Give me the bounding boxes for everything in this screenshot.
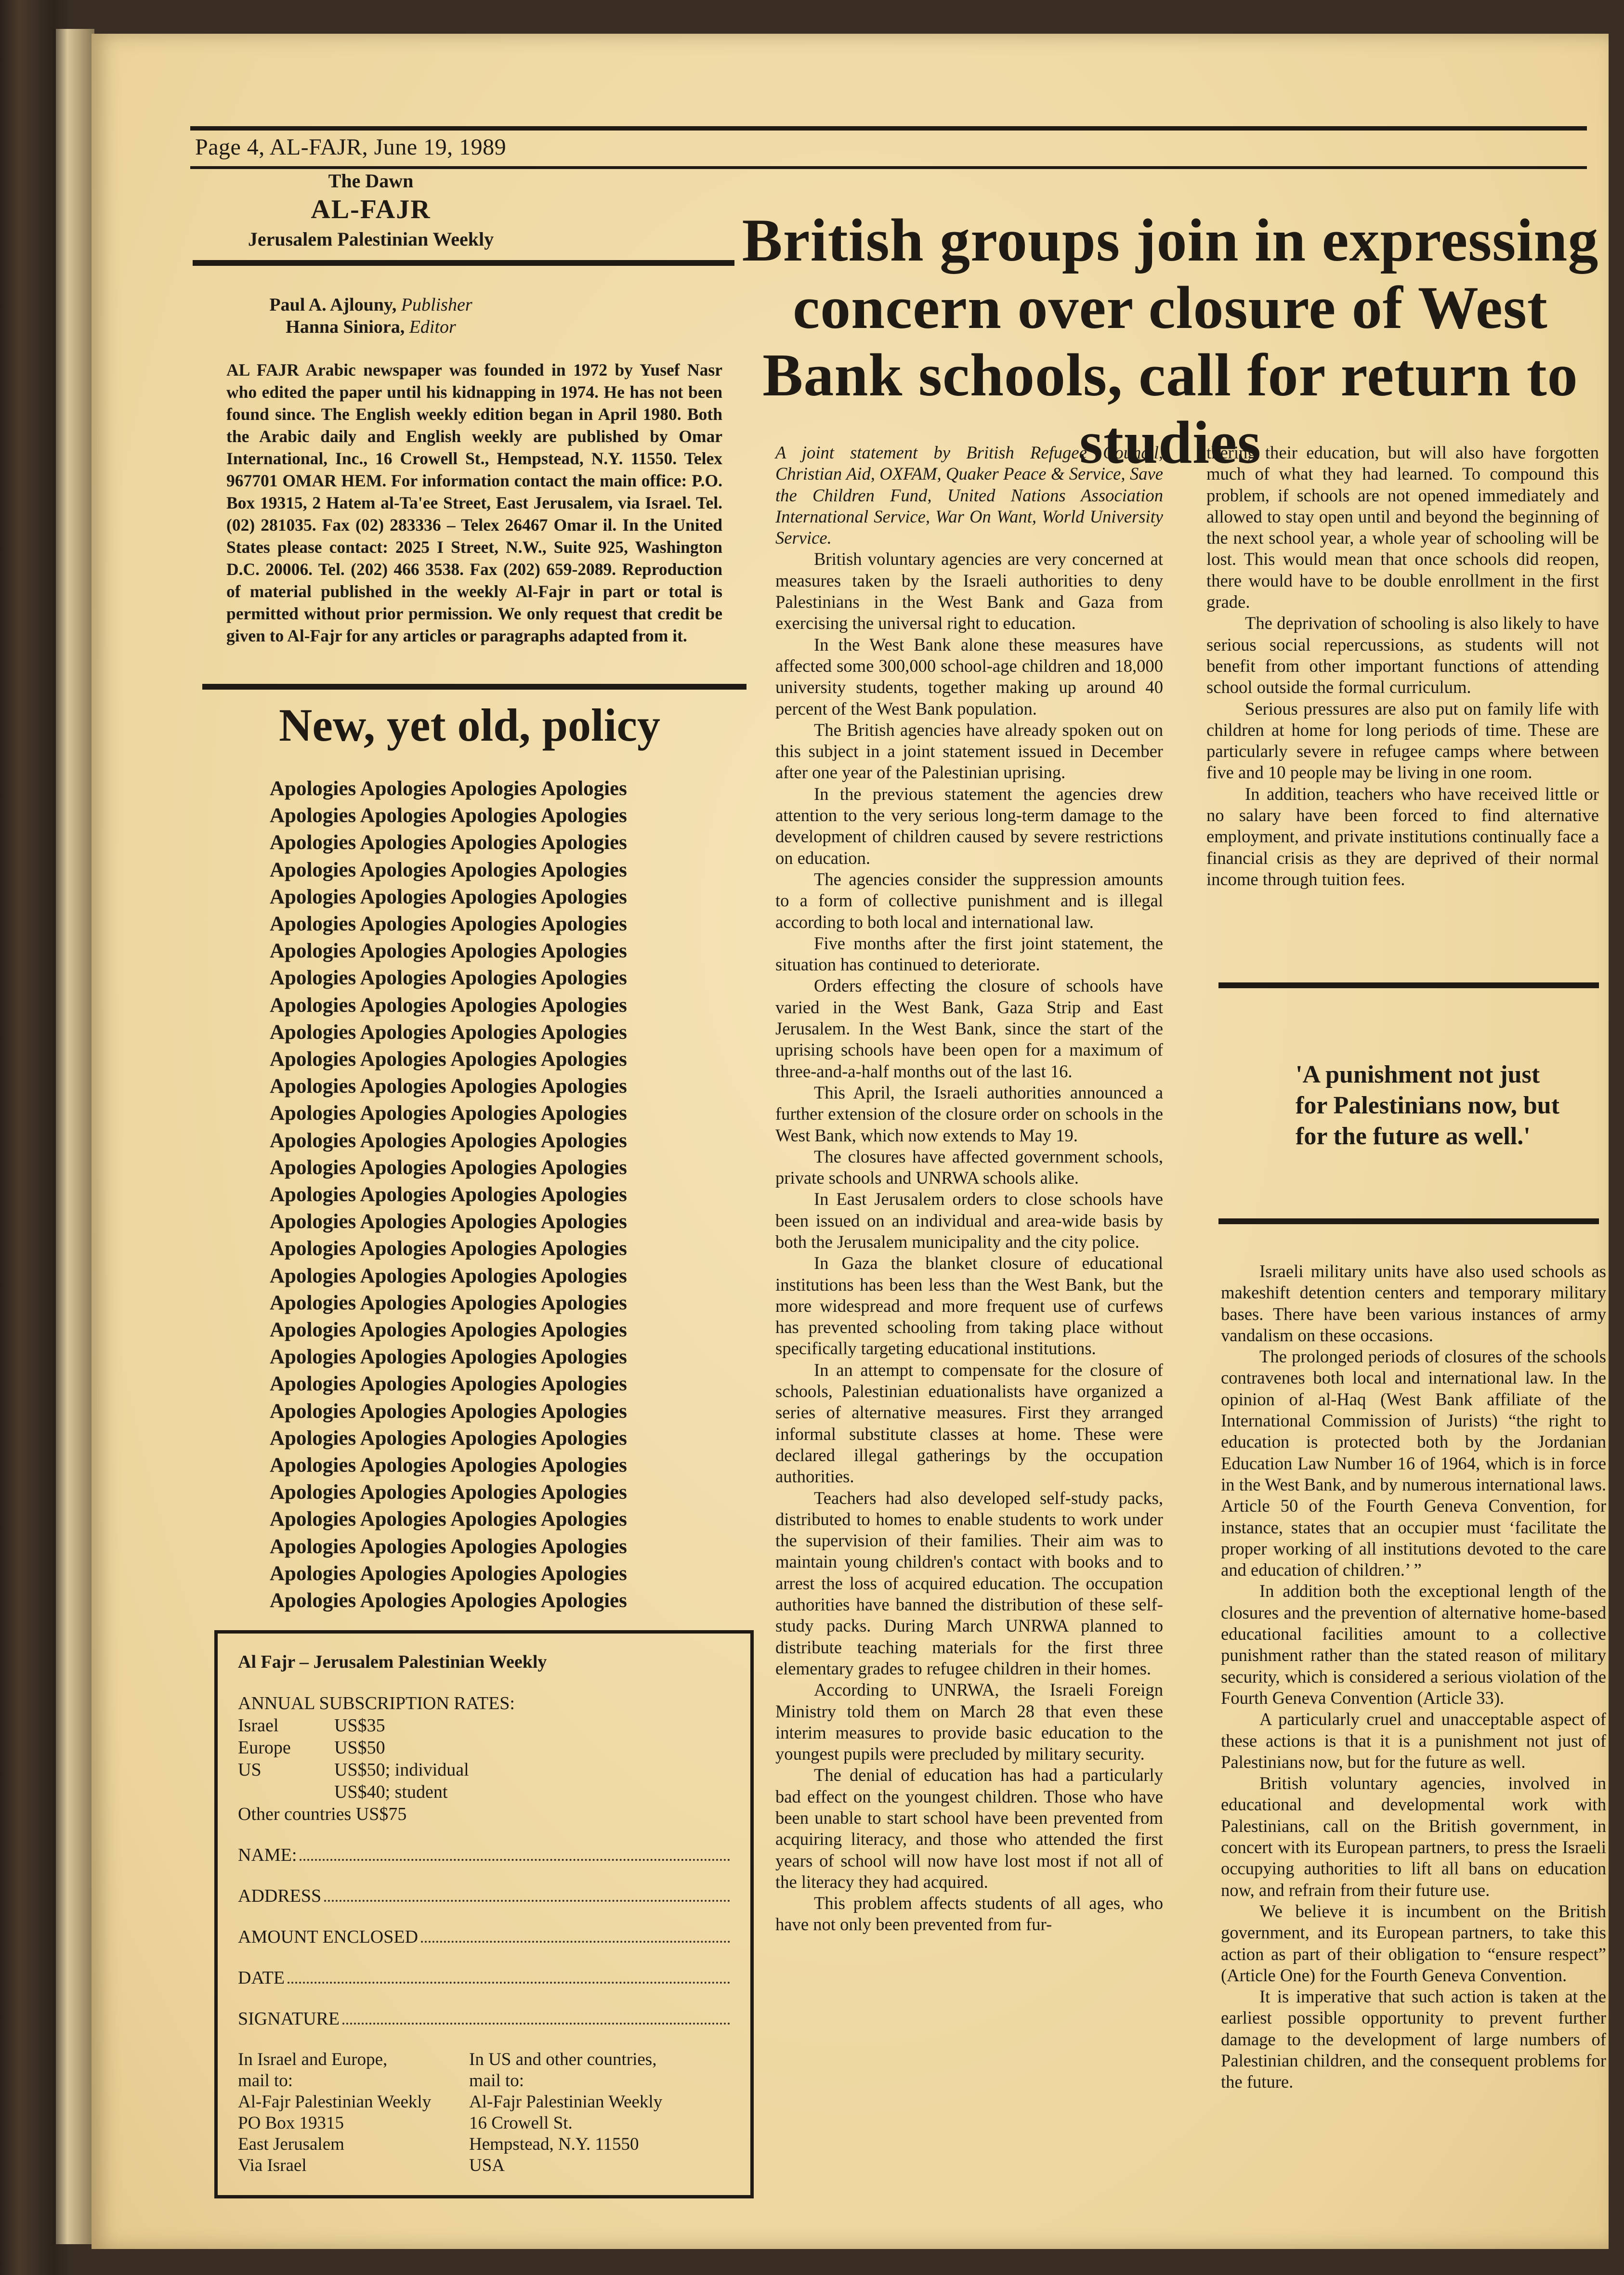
rate-region: Israel xyxy=(238,1715,279,1736)
rate-region: US xyxy=(238,1760,262,1780)
mail-address-us xyxy=(469,2049,662,2176)
apologies-line: Apologies Apologies Apologies Apologies xyxy=(270,1102,627,1125)
rate-price: US$35 xyxy=(334,1715,385,1736)
apologies-block xyxy=(270,775,703,1614)
apologies-line: Apologies Apologies Apologies Apologies xyxy=(270,967,627,990)
apologies-line: Apologies Apologies Apologies Apologies xyxy=(270,804,627,827)
apologies-line: Apologies Apologies Apologies Apologies xyxy=(270,1264,627,1287)
apologies-line: Apologies Apologies Apologies Apologies xyxy=(270,1481,627,1504)
article-column-3-top-body xyxy=(1206,613,1599,890)
apologies-line: Apologies Apologies Apologies Apologies xyxy=(270,858,627,881)
masthead-subtitle: Jerusalem Palestinian Weekly xyxy=(248,228,494,250)
rate-region xyxy=(238,1781,334,1803)
form-field-line[interactable] xyxy=(342,2005,730,2025)
form-field-label: DATE xyxy=(238,1968,285,1988)
rates-list xyxy=(238,1714,730,1803)
apologies-line: Apologies Apologies Apologies Apologies xyxy=(270,1075,627,1098)
rate-price: US$50; individual xyxy=(334,1760,469,1780)
apologies-line: Apologies Apologies Apologies Apologies xyxy=(270,1426,627,1450)
apologies-line: Apologies Apologies Apologies Apologies xyxy=(270,831,627,854)
form-field-amount-enclosed[interactable] xyxy=(238,1923,730,1948)
rate-row xyxy=(238,1737,730,1759)
masthead-name: AL-FAJR xyxy=(311,195,431,224)
mail-line: PO Box 19315 xyxy=(238,2113,344,2133)
mail-line: USA xyxy=(469,2156,505,2175)
article-column-2-body xyxy=(775,549,1163,1935)
apologies-line: Apologies Apologies Apologies Apologies xyxy=(270,994,627,1017)
staff-box xyxy=(101,294,641,338)
mail-line: In Israel and Europe, xyxy=(238,2050,388,2069)
form-field-line[interactable] xyxy=(288,1964,730,1984)
rate-price: US$40; student xyxy=(334,1782,448,1802)
rate-row xyxy=(238,1781,730,1803)
apologies-line: Apologies Apologies Apologies Apologies xyxy=(270,940,627,963)
about-paragraph: AL FAJR Arabic newspaper was founded in 1972 by Yusef Nasr who edited the paper until his kidnapping in 1974. He has not been found since. The English weekly edition began in April 1980. Both the Arabic daily and English weekly are published by Omar International, Inc., 16 Crowell St., Hempstead, N.Y. 11550. Telex 967701 OMAR HEM. For information contact the main office: P.O. Box 19315, 2 Hatem al-Ta'ee Street, East Jerusalem, via Israel. Tel. (02) 281035. Fax (02) 283336 – Telex 26467 Omar il. In the United States please contact: 2025 I Street, N.W., Suite 925, Washington D.C. 20006. Tel. (202) 466 3538. Fax (202) 659-2089. Reproduction of material published in the weekly Al-Fajr in part or total is permitted without prior permission. We only request that credit be given to Al-Fajr for any articles or paragraphs adapted from it. xyxy=(226,360,722,645)
apologies-line: Apologies Apologies Apologies Apologies xyxy=(270,1562,627,1585)
article-paragraph: Serious pressures are also put on family life with children at home for long periods of time. These are particularly severe in refugee camps where between five and 10 people may be living in one room. xyxy=(1206,698,1599,783)
article-paragraph: This April, the Israeli authorities announced a further extension of the closure order on schools in the West Bank, which now extends to May 19. xyxy=(775,1082,1163,1145)
apologies-line: Apologies Apologies Apologies Apologies xyxy=(270,777,627,800)
mail-line: mail to: xyxy=(469,2071,524,2091)
publisher-name: Paul A. Ajlouny, xyxy=(269,295,397,315)
rate-row xyxy=(238,1714,730,1737)
form-field-signature[interactable] xyxy=(238,2005,730,2030)
mail-line: 16 Crowell St. xyxy=(469,2113,573,2133)
pullquote-top-rule xyxy=(1218,982,1599,988)
mail-line: Hempstead, N.Y. 11550 xyxy=(469,2134,639,2154)
rates-title: ANNUAL SUBSCRIPTION RATES: xyxy=(238,1693,515,1713)
form-field-label: NAME: xyxy=(238,1845,297,1865)
masthead-tagline: The Dawn xyxy=(328,170,414,192)
form-fields xyxy=(238,1842,730,2030)
article-paragraph: The agencies consider the suppression amounts to a form of collective punishment and is illegal according to both local and international law. xyxy=(775,869,1163,932)
other-countries-rate: Other countries US$75 xyxy=(238,1804,407,1824)
article-paragraph: The denial of education has had a particularly bad effect on the youngest children. Those who have been unable to start school have been prevented from acquiring literacy, and those who attended the first years of school will now have lost most if not all of the literacy they had acquired. xyxy=(775,1765,1163,1892)
apologies-line: Apologies Apologies Apologies Apologies xyxy=(270,913,627,936)
article-paragraph: Teachers had also developed self-study packs, distributed to homes to enable students to work under the supervision of their families. Their aim was to maintain young children's contact with books and to arrest the loss of acquired education. The occupation authorities have banned the distribution of these self-study packs. During March UNRWA planned to distribute teaching materials for the first three elementary grades to refugee children in their homes. xyxy=(775,1488,1163,1678)
editor-role: Editor xyxy=(409,317,456,337)
article-paragraph: The prolonged periods of closures of the schools contravenes both local and international law. In the opinion of al-Haq (West Bank affiliate of the International Commission of Jurists) “the right to education is protected both by the Jordanian Education Law Number 16 of 1964, which is in force in the West Bank, and by numerous international laws. Article 50 of the Fourth Geneva Convention, for instance, states that an occupier must ‘facilitate the proper working of all institutions devoted to the care and education of children.’ ” xyxy=(1221,1347,1606,1580)
form-field-name[interactable] xyxy=(238,1842,730,1866)
top-rule xyxy=(190,126,1587,131)
apologies-line: Apologies Apologies Apologies Apologies xyxy=(270,1373,627,1396)
article-paragraph: Five months after the first joint statement, the situation has continued to deteriorate. xyxy=(775,933,1163,975)
article-paragraph: In East Jerusalem orders to close schools have been issued on an individual and area-wide basis by both the Jerusalem municipality and the city police. xyxy=(775,1189,1163,1252)
form-field-line[interactable] xyxy=(421,1923,730,1943)
editor-name: Hanna Siniora, xyxy=(286,317,405,337)
mail-line: mail to: xyxy=(238,2071,293,2091)
book-binding xyxy=(53,29,94,2244)
apologies-line: Apologies Apologies Apologies Apologies xyxy=(270,1346,627,1369)
masthead xyxy=(101,170,641,250)
form-field-label: AMOUNT ENCLOSED xyxy=(238,1927,419,1947)
article-paragraph: British voluntary agencies are very concerned at measures taken by the Israeli authorities to deny Palestinians in the West Bank and Gaza from exercising the universal right to education. xyxy=(775,549,1163,633)
apologies-line: Apologies Apologies Apologies Apologies xyxy=(270,1210,627,1233)
apologies-line: Apologies Apologies Apologies Apologies xyxy=(270,1454,627,1477)
article-paragraph: In the previous statement the agencies drew attention to the very serious long-term damage to the development of children caused by severe restrictions on education. xyxy=(775,784,1163,868)
pullquote-bottom-rule xyxy=(1218,1218,1599,1224)
article-paragraph: A particularly cruel and unacceptable aspect of these actions is that it is a punishment not just of Palestinians now, but for the future as well. xyxy=(1221,1709,1606,1772)
apologies-line: Apologies Apologies Apologies Apologies xyxy=(270,1399,627,1423)
article-column-3-top xyxy=(1206,442,1599,890)
form-field-label: SIGNATURE xyxy=(238,2009,340,2029)
apologies-line: Apologies Apologies Apologies Apologies xyxy=(270,1156,627,1179)
article-paragraph: We believe it is incumbent on the British government, and its European partners, to take this action as part of their obligation to “ensure respect” (Article One) for the Fourth Geneva Convention. xyxy=(1221,1901,1606,1985)
mail-line: Via Israel xyxy=(238,2156,307,2175)
apologies-line: Apologies Apologies Apologies Apologies xyxy=(270,1129,627,1152)
pull-quote: 'A punishment not just for Palestinians now, but for the future as well.' xyxy=(1296,1061,1560,1150)
article-col3b-lead: Israeli military units have also used schools as makeshift detention centers and temporary military bases. There have been various instances of army vandalism on these occasions. xyxy=(1221,1261,1606,1345)
article-paragraph: In Gaza the blanket closure of educational institutions has been less than the West Bank, but the more widespread and more frequent use of curfews has prevented schooling from taking place without specifically targeting educational institutions. xyxy=(775,1253,1163,1359)
article-paragraph: According to UNRWA, the Israeli Foreign Ministry told them on March 28 that even these interim measures to provide basic education to the youngest pupils were precluded by military security. xyxy=(775,1680,1163,1764)
article-column-3-bottom xyxy=(1221,1261,1606,2093)
apologies-line: Apologies Apologies Apologies Apologies xyxy=(270,1589,627,1612)
article-paragraph: This problem affects students of all ages, who have not only been prevented from fur- xyxy=(775,1893,1163,1935)
rate-region: Europe xyxy=(238,1738,291,1758)
mail-address-israel-europe xyxy=(238,2049,469,2176)
mail-line: East Jerusalem xyxy=(238,2134,344,2154)
publisher-role: Publisher xyxy=(401,295,472,315)
apologies-line: Apologies Apologies Apologies Apologies xyxy=(270,1237,627,1260)
header-rule xyxy=(190,166,1587,169)
article-column-3-bottom-body xyxy=(1221,1346,1606,2092)
article-intro: A joint statement by British Refugee Council, Christian Aid, OXFAM, Quaker Peace & Service, Save the Children Fund, United Nations Association International Service, War On Want, World University Service. xyxy=(775,443,1163,548)
article-paragraph: In an attempt to compensate for the closure of schools, Palestinian eduationalists have organized a series of alternative measures. First they arranged informal substitute classes at home. These were declared illegal gatherings by the occupation authorities. xyxy=(775,1360,1163,1487)
article-paragraph: The deprivation of schooling is also likely to have serious social repercussions, as students will not benefit from other important functions of attending school outside the formal curriculum. xyxy=(1206,613,1599,697)
form-field-date[interactable] xyxy=(238,1964,730,1989)
apologies-line: Apologies Apologies Apologies Apologies xyxy=(270,1508,627,1531)
subscription-box-title: Al Fajr – Jerusalem Palestinian Weekly xyxy=(238,1652,547,1672)
page-header: Page 4, AL-FAJR, June 19, 1989 xyxy=(195,134,507,160)
article-paragraph: The British agencies have already spoken out on this subject in a joint statement issued in December after one year of the Palestinian uprising. xyxy=(775,719,1163,783)
apologies-line: Apologies Apologies Apologies Apologies xyxy=(270,1020,627,1044)
mail-line: In US and other countries, xyxy=(469,2050,657,2069)
apologies-line: Apologies Apologies Apologies Apologies xyxy=(270,1183,627,1206)
masthead-rule xyxy=(193,260,734,266)
apologies-line: Apologies Apologies Apologies Apologies xyxy=(270,1535,627,1558)
mail-addresses xyxy=(238,2049,730,2176)
apologies-line: Apologies Apologies Apologies Apologies xyxy=(270,1319,627,1342)
apologies-line: Apologies Apologies Apologies Apologies xyxy=(270,885,627,908)
article-paragraph: In addition both the exceptional length of the closures and the prevention of alternative home-based educational facilities amount to a collective punishment rather than the stated reason of military security, which is considered a serious violation of the Fourth Geneva Convention (Article 33). xyxy=(1221,1581,1606,1708)
rate-row xyxy=(238,1759,730,1781)
article-paragraph: The closures have affected government schools, private schools and UNRWA schools alike. xyxy=(775,1146,1163,1188)
form-field-address[interactable] xyxy=(238,1883,730,1907)
rate-price: US$50 xyxy=(334,1738,385,1758)
article-col3-lead: thering their education, but will also have forgotten much of what they had learned. To compound this problem, if schools are not opened immediately and allowed to stay open until and beyond the beginning of the next school year, a whole year of schooling will be lost. This would mean that once schools did reopen, there would have to be double enrollment in the first grade. xyxy=(1206,443,1599,612)
mail-line: Al-Fajr Palestinian Weekly xyxy=(238,2092,432,2112)
mail-line: Al-Fajr Palestinian Weekly xyxy=(469,2092,663,2112)
subscription-box xyxy=(214,1630,754,2198)
policy-title: New, yet old, policy xyxy=(279,699,660,751)
article-paragraph: In addition, teachers who have received little or no salary have been forced to find alternative employment, and private institutions continually face a financial crisis as they are deprived of their normal income through tuition fees. xyxy=(1206,784,1599,889)
article-paragraph: In the West Bank alone these measures have affected some 300,000 school-age children and 18,000 university students, together making up around 40 percent of the West Bank population. xyxy=(775,634,1163,719)
form-field-line[interactable] xyxy=(300,1842,730,1861)
article-headline: British groups join in expressing concern over closure of West Bank schools, call for return to studies xyxy=(742,207,1599,476)
form-field-line[interactable] xyxy=(324,1883,730,1902)
article-paragraph: Orders effecting the closure of schools have varied in the West Bank, Gaza Strip and East Jerusalem. In the West Bank, since the start of the uprising schools have been open for a maximum of three-and-a-half months out of the last 16. xyxy=(775,976,1163,1081)
about-rule xyxy=(202,684,747,690)
article-paragraph: British voluntary agencies, involved in educational and developmental work with Palestinians, call on the British government, in concert with its European partners, to press the Israeli occupying authorities to lift all bans on education now, and refrain from their future use. xyxy=(1221,1773,1606,1900)
form-field-label: ADDRESS xyxy=(238,1886,322,1906)
article-column-2 xyxy=(775,442,1163,1935)
article-paragraph: It is imperative that such action is taken at the earliest possible opportunity to prevent further damage to the development of large numbers of Palestinian children, and the consequent problems for the future. xyxy=(1221,1987,1606,2092)
apologies-line: Apologies Apologies Apologies Apologies xyxy=(270,1291,627,1314)
apologies-line: Apologies Apologies Apologies Apologies xyxy=(270,1048,627,1071)
